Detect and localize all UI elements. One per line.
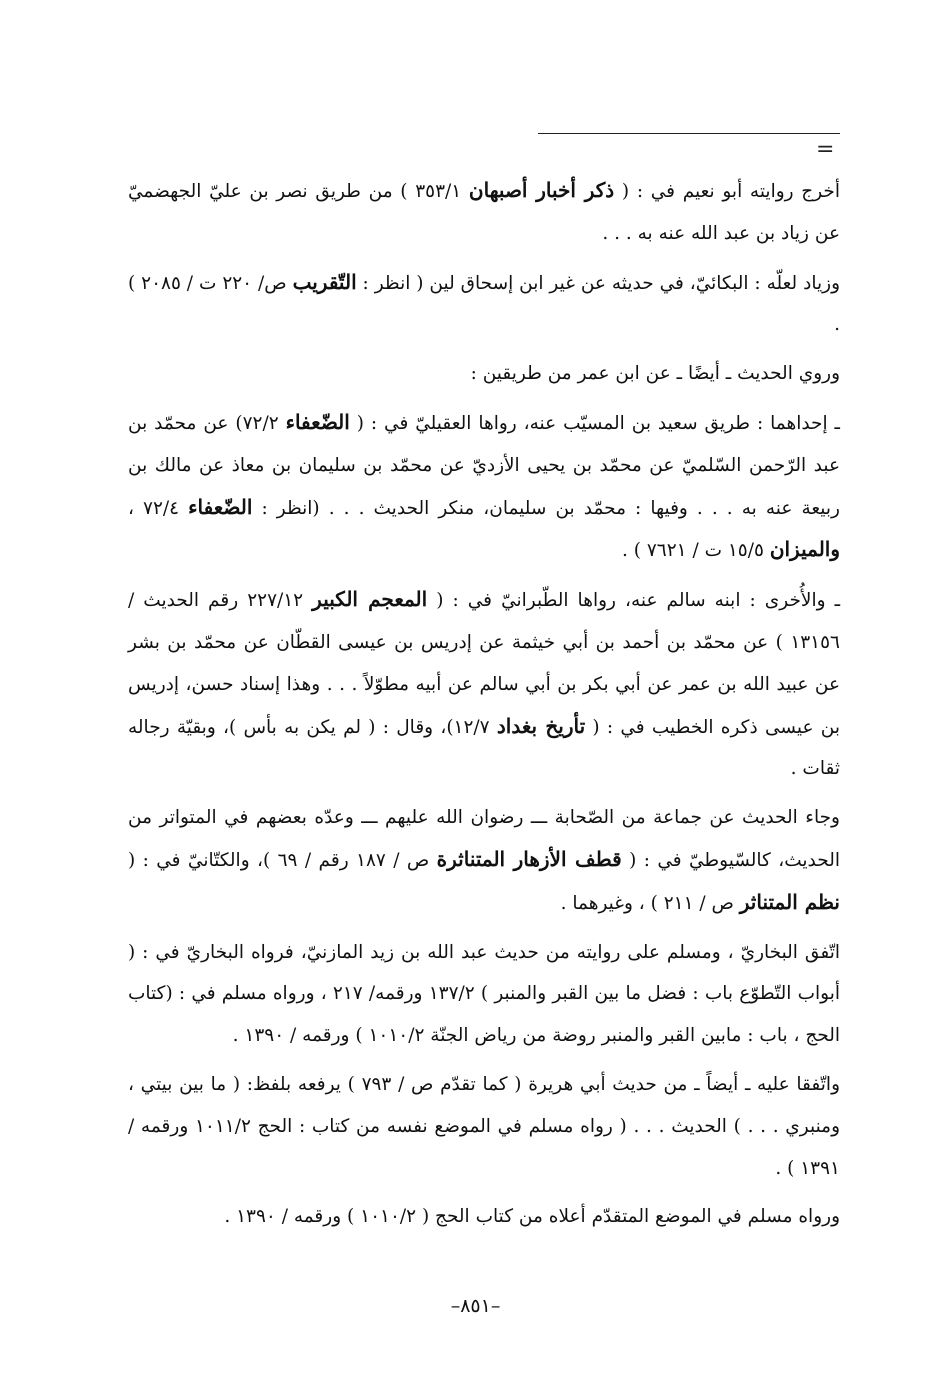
footnote-paragraph: اتّفق البخاريّ ، ومسلم على روايته من حديث عبد الله بن زيد المازنيّ، فرواه البخاريّ في : ( أبواب التّطوّع باب : فضل ما بين القبر والمنبر ) ١٣٧/٢ ورقمه/ ٢١٧ ، ورواه مسلم في : (كتاب الحج ، باب : مابين القبر والمنبر روضة من رياض الجنّة ١٠١٠/٢ ) ورقمه / ١٣٩٠ . [128,941,840,1047]
cited-book-title: المعجم الكبير [312,587,428,612]
cited-book-title: الضّعفاء [188,494,253,519]
footnote-paragraph: ـ والأُخرى : ابنه سالم عنه، رواها الطّبرانيّ في : ( المعجم الكبير ٢٢٧/١٢ رقم الحديث / ١٣١٥٦ ) عن محمّد بن أحمد بن أبي خيثمة عن إدريس بن عيسى القطّان عن محمّد بن بشر عن عبيد الله بن عمر عن أبي بكر بن أبي سالم عن أبيه مطوّلاً . . . وهذا إسناد حسن، إدريس بن عيسى ذكره الخطيب في : ( تأريخ بغداد ١٢/٧)، وقال : ( لم يكن به بأس )، وبقيّة رجاله ثقات . [128,587,841,780]
footnote-paragraph: وجاء الحديث عن جماعة من الصّحابة ـــ رضوان الله عليهم ـــ وعدّه بعضهم في المتواتر من الحديث، كالسّيوطيّ في : ( قطف الأزهار المتناثرة ص / ١٨٧ رقم / ٦٩ )، والكتّانيّ في : ( نظم المتناثر ص / ٢١١ ) ، وغيرهما . [128,807,840,914]
cited-book-title: ذكر أخبار أصبهان [468,178,615,202]
page-number: –٨٥١– [450,1295,501,1317]
footnote-paragraph: ورواه مسلم في الموضع المتقدّم أعلاه من كتاب الحج ( ١٠١٠/٢ ) ورقمه / ١٣٩٠ . [224,1206,840,1228]
footnote-paragraph: واتّفقا عليه ـ أيضاً ـ من حديث أبي هريرة ( كما تقدّم ص / ٧٩٣ ) يرفعه بلفظ: ( ما بين بيتي ، ومنبري . . . ) الحديث . . . ( رواه مسلم في الموضع نفسه من كتاب : الحج ١٠١١/٢ ورقمه / ١٣٩١ ) . [128,1073,841,1179]
cited-book-title: قطف الأزهار المتناثرة [436,846,622,871]
footnote-paragraph: وروي الحديث ـ أيضًا ـ عن ابن عمر من طريقين : [470,363,840,385]
cited-book-title: والميزان [769,537,840,562]
footnote-paragraph: ـ إحداهما : طريق سعيد بن المسيّب عنه، رواها العقيليّ في : ( الضّعفاء ٧٢/٢) عن محمّد بن عبد الرّحمن السّلميّ عن محمّد بن يحيى الأزديّ عن محمّد بن سليمان بن معاذ عن مالك بن ربيعة عنه به . . . وفيها : محمّد بن سليمان، منكر الحديث . . . (انظر : الضّعفاء ٧٢/٤ ، والميزان ١٥/٥ ت / ٧٦٢١ ) . [128,409,840,562]
footnote-paragraph: أخرج روايته أبو نعيم في : ( ذكر أخبار أصبهان ٣٥٣/١ ) من طريق نصر بن عليّ الجهضميّ عن زياد بن عبد الله عنه به . . . [128,178,841,244]
cited-book-title: تأريخ بغداد [496,713,586,738]
cited-book-title: التّقريب [292,269,357,294]
cited-book-title: نظم المتناثر [739,889,840,914]
footnote-continuation-mark: = [816,137,835,162]
footnote-paragraph: وزياد لعلّه : البكائيّ، في حديثه عن غير ابن إسحاق لين ( انظر : التّقريب ص/ ٢٢٠ ت / ٢٠٨٥ ) . [128,269,840,336]
footnote-separator-rule [538,133,840,134]
cited-book-title: الضّعفاء [285,409,350,434]
footnote-text [128,170,840,1238]
